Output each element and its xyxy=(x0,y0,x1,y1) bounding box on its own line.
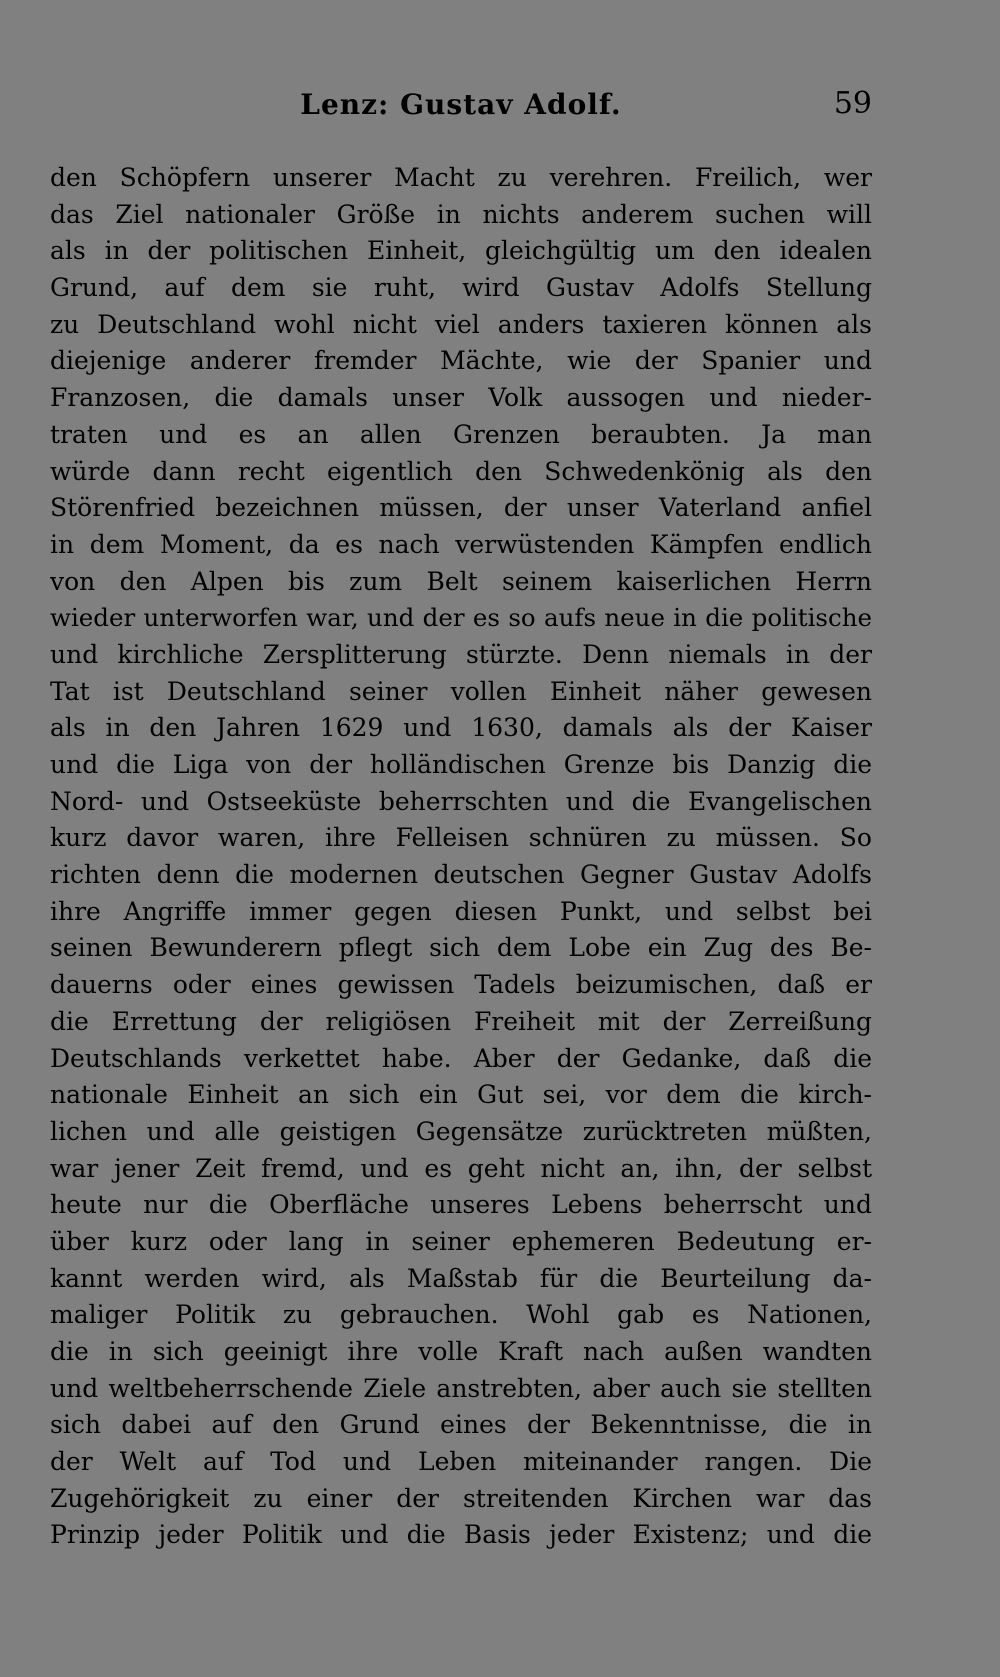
page-header xyxy=(50,88,872,128)
text-line: Deutschlands verkettet habe. Aber der Gedanke, daß die xyxy=(50,1043,872,1073)
text-line: Nord- und Ostseeküste beherrschten und die Evangelischen xyxy=(50,786,872,816)
body-text xyxy=(50,160,872,1554)
text-line: nationale Einheit an sich ein Gut sei, vor dem die kirch- xyxy=(50,1080,872,1110)
text-line: lichen und alle geistigen Gegensätze zurücktreten müßten, xyxy=(50,1116,872,1146)
text-line: als in der politischen Einheit, gleichgültig um den idealen xyxy=(50,236,872,266)
text-line: ihre Angriffe immer gegen diesen Punkt, und selbst bei xyxy=(50,896,872,926)
text-line: diejenige anderer fremder Mächte, wie der Spanier und xyxy=(50,346,872,376)
text-line: in dem Moment, da es nach verwüstenden Kämpfen endlich xyxy=(50,529,872,559)
text-line: Prinzip jeder Politik und die Basis jeder Existenz; und die xyxy=(50,1520,872,1550)
text-line: als in den Jahren 1629 und 1630, damals als der Kaiser xyxy=(50,713,872,743)
text-line: seinen Bewunderern pflegt sich dem Lobe ein Zug des Be- xyxy=(50,933,872,963)
text-line: maliger Politik zu gebrauchen. Wohl gab es Nationen, xyxy=(50,1300,872,1330)
text-line: die Errettung der religiösen Freiheit mit der Zerreißung xyxy=(50,1006,872,1036)
text-line: Störenfried bezeichnen müssen, der unser Vaterland anfiel xyxy=(50,493,872,523)
text-line: der Welt auf Tod und Leben miteinander rangen. Die xyxy=(50,1447,872,1477)
text-line: die in sich geeinigt ihre volle Kraft nach außen wandten xyxy=(50,1337,872,1366)
text-line: das Ziel nationaler Größe in nichts anderem suchen will xyxy=(50,199,872,229)
text-line: dauerns oder eines gewissen Tadels beizumischen, daß er xyxy=(50,970,872,1000)
text-line: war jener Zeit fremd, und es geht nicht an, ihn, der selbst xyxy=(50,1153,872,1183)
text-line: sich dabei auf den Grund eines der Bekenntnisse, die in xyxy=(50,1410,872,1440)
text-line: und die Liga von der holländischen Grenze bis Danzig die xyxy=(50,750,872,779)
text-line: von den Alpen bis zum Belt seinem kaiserlichen Herrn xyxy=(50,566,872,596)
text-line: Franzosen, die damals unser Volk aussogen und nieder- xyxy=(50,383,872,413)
text-line: und weltbeherrschende Ziele anstrebten, aber auch sie stellten xyxy=(50,1373,872,1403)
text-line: über kurz oder lang in seiner ephemeren Bedeutung er- xyxy=(50,1226,872,1256)
page-number: 59 xyxy=(833,86,872,121)
text-line: heute nur die Oberfläche unseres Lebens beherrscht und xyxy=(50,1190,872,1220)
text-line: den Schöpfern unserer Macht zu verehren. Freilich, wer xyxy=(50,163,872,192)
text-line: kannt werden wird, als Maßstab für die Beurteilung da- xyxy=(50,1263,872,1293)
text-line: und kirchliche Zersplitterung stürzte. Denn niemals in der xyxy=(50,639,872,669)
text-line: richten denn die modernen deutschen Gegner Gustav Adolfs xyxy=(50,860,872,890)
text-line: traten und es an allen Grenzen beraubten. Ja man xyxy=(50,419,872,449)
text-line: Zugehörigkeit zu einer der streitenden Kirchen war das xyxy=(50,1483,872,1513)
text-line: zu Deutschland wohl nicht viel anders taxieren können als xyxy=(50,309,872,339)
text-line: würde dann recht eigentlich den Schwedenkönig als den xyxy=(50,456,872,486)
text-line: Grund, auf dem sie ruht, wird Gustav Adolfs Stellung xyxy=(50,273,872,303)
text-line: kurz davor waren, ihre Felleisen schnüren zu müssen. So xyxy=(50,823,872,853)
text-line: wieder unterworfen war, und der es so aufs neue in die politische xyxy=(50,603,872,633)
text-line: Tat ist Deutschland seiner vollen Einheit näher gewesen xyxy=(50,676,872,706)
running-head: Lenz: Gustav Adolf. xyxy=(300,88,622,121)
